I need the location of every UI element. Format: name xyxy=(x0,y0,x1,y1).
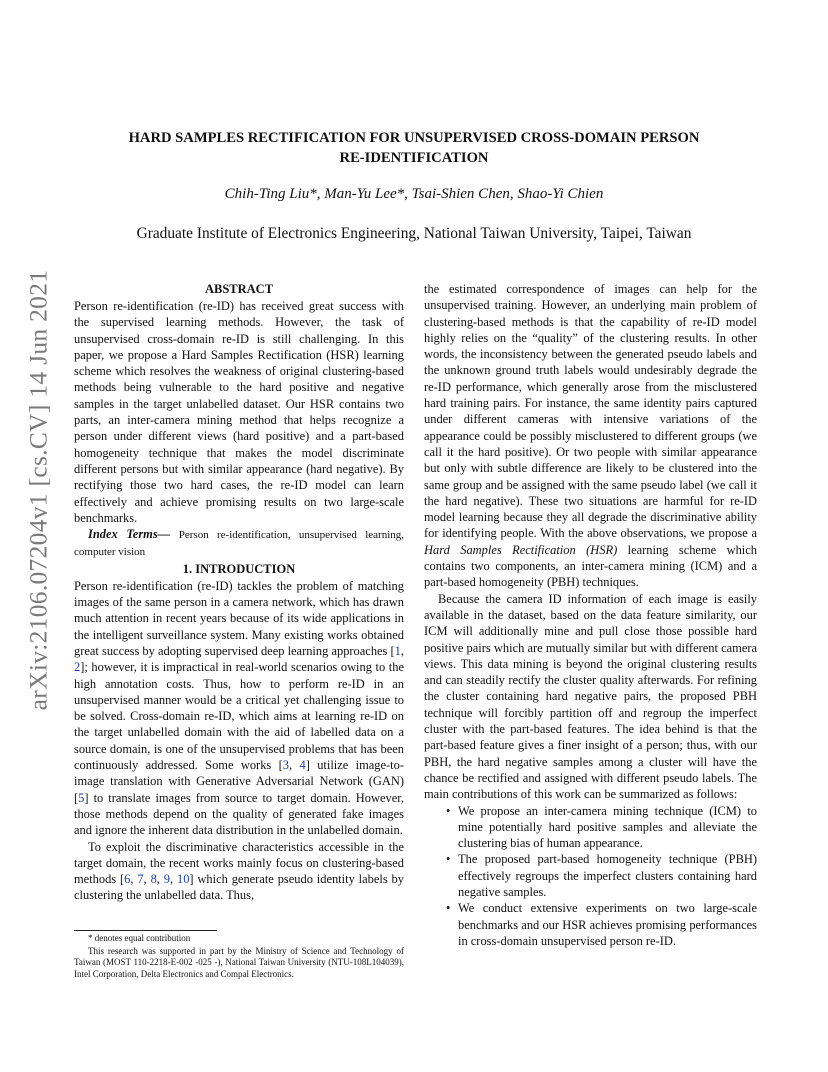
abstract-text: Person re-identification (re-ID) has received great success with the supervised learning methods. However, the task of unsupervised cross-domain re-ID is still challenging. In this paper, we propose a Hard Samples Rectification (HSR) learning scheme which resolves the weakness of original clustering-based methods being vulnerable to the hard positive and negative samples in the target unlabelled dataset. Our HSR contains two parts, an inter-camera mining method that helps recognize a person under different views (hard positive) and a part-based homogeneity technique that makes the model discriminate different persons but with similar appearance (hard negative). By rectifying those two hard cases, the re-ID model can learn effectively and achieve promising results on two large-scale benchmarks. xyxy=(74,299,404,525)
citation-link[interactable]: 4 xyxy=(299,758,306,773)
intro-paragraph-4: Because the camera ID information of each image is easily available in the dataset, based on the data feature similarity, our ICM will additionally mine and pull close those possible hard positive pairs which are mutually similar but with different camera views. This data mining is beyond the original clustering results and can steadily rectify the cluster quality afterwards. For refining the cluster containing hard negative pairs, the proposed PBH technique will forcibly partition off and regroup the imperfect cluster with the part-based features. The idea behind is that the part-based feature gives a finer insight of a person; thus, with our PBH, the hard negative samples among a cluster will have the chance be rectified and assigned with different pseudo labels. The main contributions of this work can be summarized as follows: xyxy=(424,591,757,802)
text-run: To exploit the discriminative characteristics accessible in the target domain, the recent works mainly focus on clustering-based methods [ xyxy=(74,839,404,887)
text-run: ] to translate images from source to target domain. However, those methods depend on the quality of generated fake images and ignore the inherent data distribution in the unlabelled domain. xyxy=(74,790,404,838)
text-run: learning scheme which contains two components, an inter-camera mining (ICM) and a part-based homogeneity (PBH) techniques. xyxy=(424,542,757,590)
paper-title-line-1: HARD SAMPLES RECTIFICATION FOR UNSUPERVISED CROSS-DOMAIN PERSON xyxy=(128,130,700,146)
text-run: Person re-identification (re-ID) tackles the problem of matching images of the same person in a camera network, which has drawn much attention in recent years because of its wide applications in the intelligent surveillance system. Many existing works obtained great success by adopting supervised deep learning approaches [ xyxy=(74,578,404,658)
contributions-list xyxy=(424,803,757,950)
contribution-item: • We conduct extensive experiments on two large-scale benchmarks and our HSR achieves promising performances in cross-domain unsupervised person re-ID. xyxy=(446,900,757,949)
paper-title-line-2: RE-IDENTIFICATION xyxy=(339,150,489,166)
text-run: ] utilize image-to-image translation with Generative Adversarial Network (GAN) [ xyxy=(74,758,404,805)
contribution-item: • The proposed part-based homogeneity technique (PBH) effectively regroups the imperfect clusters containing hard negative samples. xyxy=(446,851,757,900)
citation-link[interactable]: 6 xyxy=(124,872,131,887)
citation-link[interactable]: 2 xyxy=(74,660,81,675)
paper-title xyxy=(74,128,754,168)
arxiv-identifier-text: arXiv:2106.07204v1 [cs.CV] 14 Jun 2021 xyxy=(23,269,52,711)
author-list: Chih-Ting Liu*, Man-Yu Lee*, Tsai-Shien Chen, Shao-Yi Chien xyxy=(224,186,604,202)
text-run: , xyxy=(288,758,300,773)
footnotes xyxy=(74,933,404,980)
footnote-equal-contribution: * denotes equal contribution xyxy=(88,933,191,943)
intro-paragraph-3 xyxy=(424,281,757,591)
affiliation: Graduate Institute of Electronics Engineering, National Taiwan University, Taipei, Taiwan xyxy=(136,225,692,242)
contribution-item: • We propose an inter-camera mining technique (ICM) to mine potentially hard positive samples and alleviate the clustering bias of human appearance. xyxy=(446,803,757,852)
introduction-heading: 1. INTRODUCTION xyxy=(182,561,296,576)
text-run: , xyxy=(143,872,151,887)
left-column xyxy=(74,281,404,904)
text-run: , xyxy=(170,872,177,887)
intro-paragraph-1 xyxy=(74,578,404,839)
index-terms xyxy=(74,526,404,561)
citation-link[interactable]: 1 xyxy=(394,643,401,658)
method-name-emphasis: Hard Samples Rectification (HSR) xyxy=(424,542,618,557)
index-terms-label: Index Terms— xyxy=(88,527,171,542)
text-run: , xyxy=(130,872,138,887)
abstract-heading: ABSTRACT xyxy=(204,282,274,296)
text-run: ] which generate pseudo identity labels by clustering the unlabelled data. Thus, xyxy=(74,872,404,903)
index-terms-list: Person re-identification, unsupervised learning, computer vision xyxy=(74,529,404,559)
text-run: ]; however, it is impractical in real-world scenarios owing to the high annotation costs. Thus, how to perform re-ID in an unsupervised manner would be a critical yet challenging issue to be solved. Cross-domain re-ID, which aims at learning re-ID on the target unlabelled domain with the aid of labelled data on a source domain, is one of the unsupervised problems that has been continuously addressed. Some works [ xyxy=(74,660,404,773)
footnote-funding: This research was supported in part by the Ministry of Science and Technology of Taiwan (MOST 110-2218-E-002 -025 -), National Taiwan University (NTU-108L104039), Intel Corporation, Delta Electronics and Compal Electronics. xyxy=(74,945,404,979)
intro-paragraph-2 xyxy=(74,839,404,904)
text-run: , xyxy=(156,872,164,887)
citation-link[interactable]: 9 xyxy=(163,872,170,887)
citation-link[interactable]: 10 xyxy=(176,872,190,887)
citation-link[interactable]: 5 xyxy=(78,790,85,805)
text-run: , xyxy=(400,643,404,658)
right-column xyxy=(424,281,757,949)
citation-link[interactable]: 8 xyxy=(150,872,157,887)
text-run: the estimated correspondence of images can help for the unsupervised training. However, an underlying main problem of clustering-based methods is that the capability of re-ID model highly relies on the “quality” of the clustering results. In other words, the inconsistency between the generated pseudo labels and the unknown ground truth labels would undesirably degrade the re-ID performance, which generally arose from the misclustered hard training pairs. For instance, the same identity pairs captured under different cameras with intensive variations of the appearance could be possibly misclustered to different groups (we call it the hard positive). Or two people with similar appearance but only with subtle difference are likely to be clustered into the same group and be assigned with the same pseudo label (we call it the hard negative). These two situations are harmful for re-ID model learning because they all degrade the discriminative ability for identifying people. With the above observations, we propose a xyxy=(424,282,757,541)
citation-link[interactable]: 3 xyxy=(282,758,289,773)
citation-link[interactable]: 7 xyxy=(137,872,144,887)
arxiv-identifier xyxy=(23,269,52,711)
footnote-divider xyxy=(74,930,217,931)
